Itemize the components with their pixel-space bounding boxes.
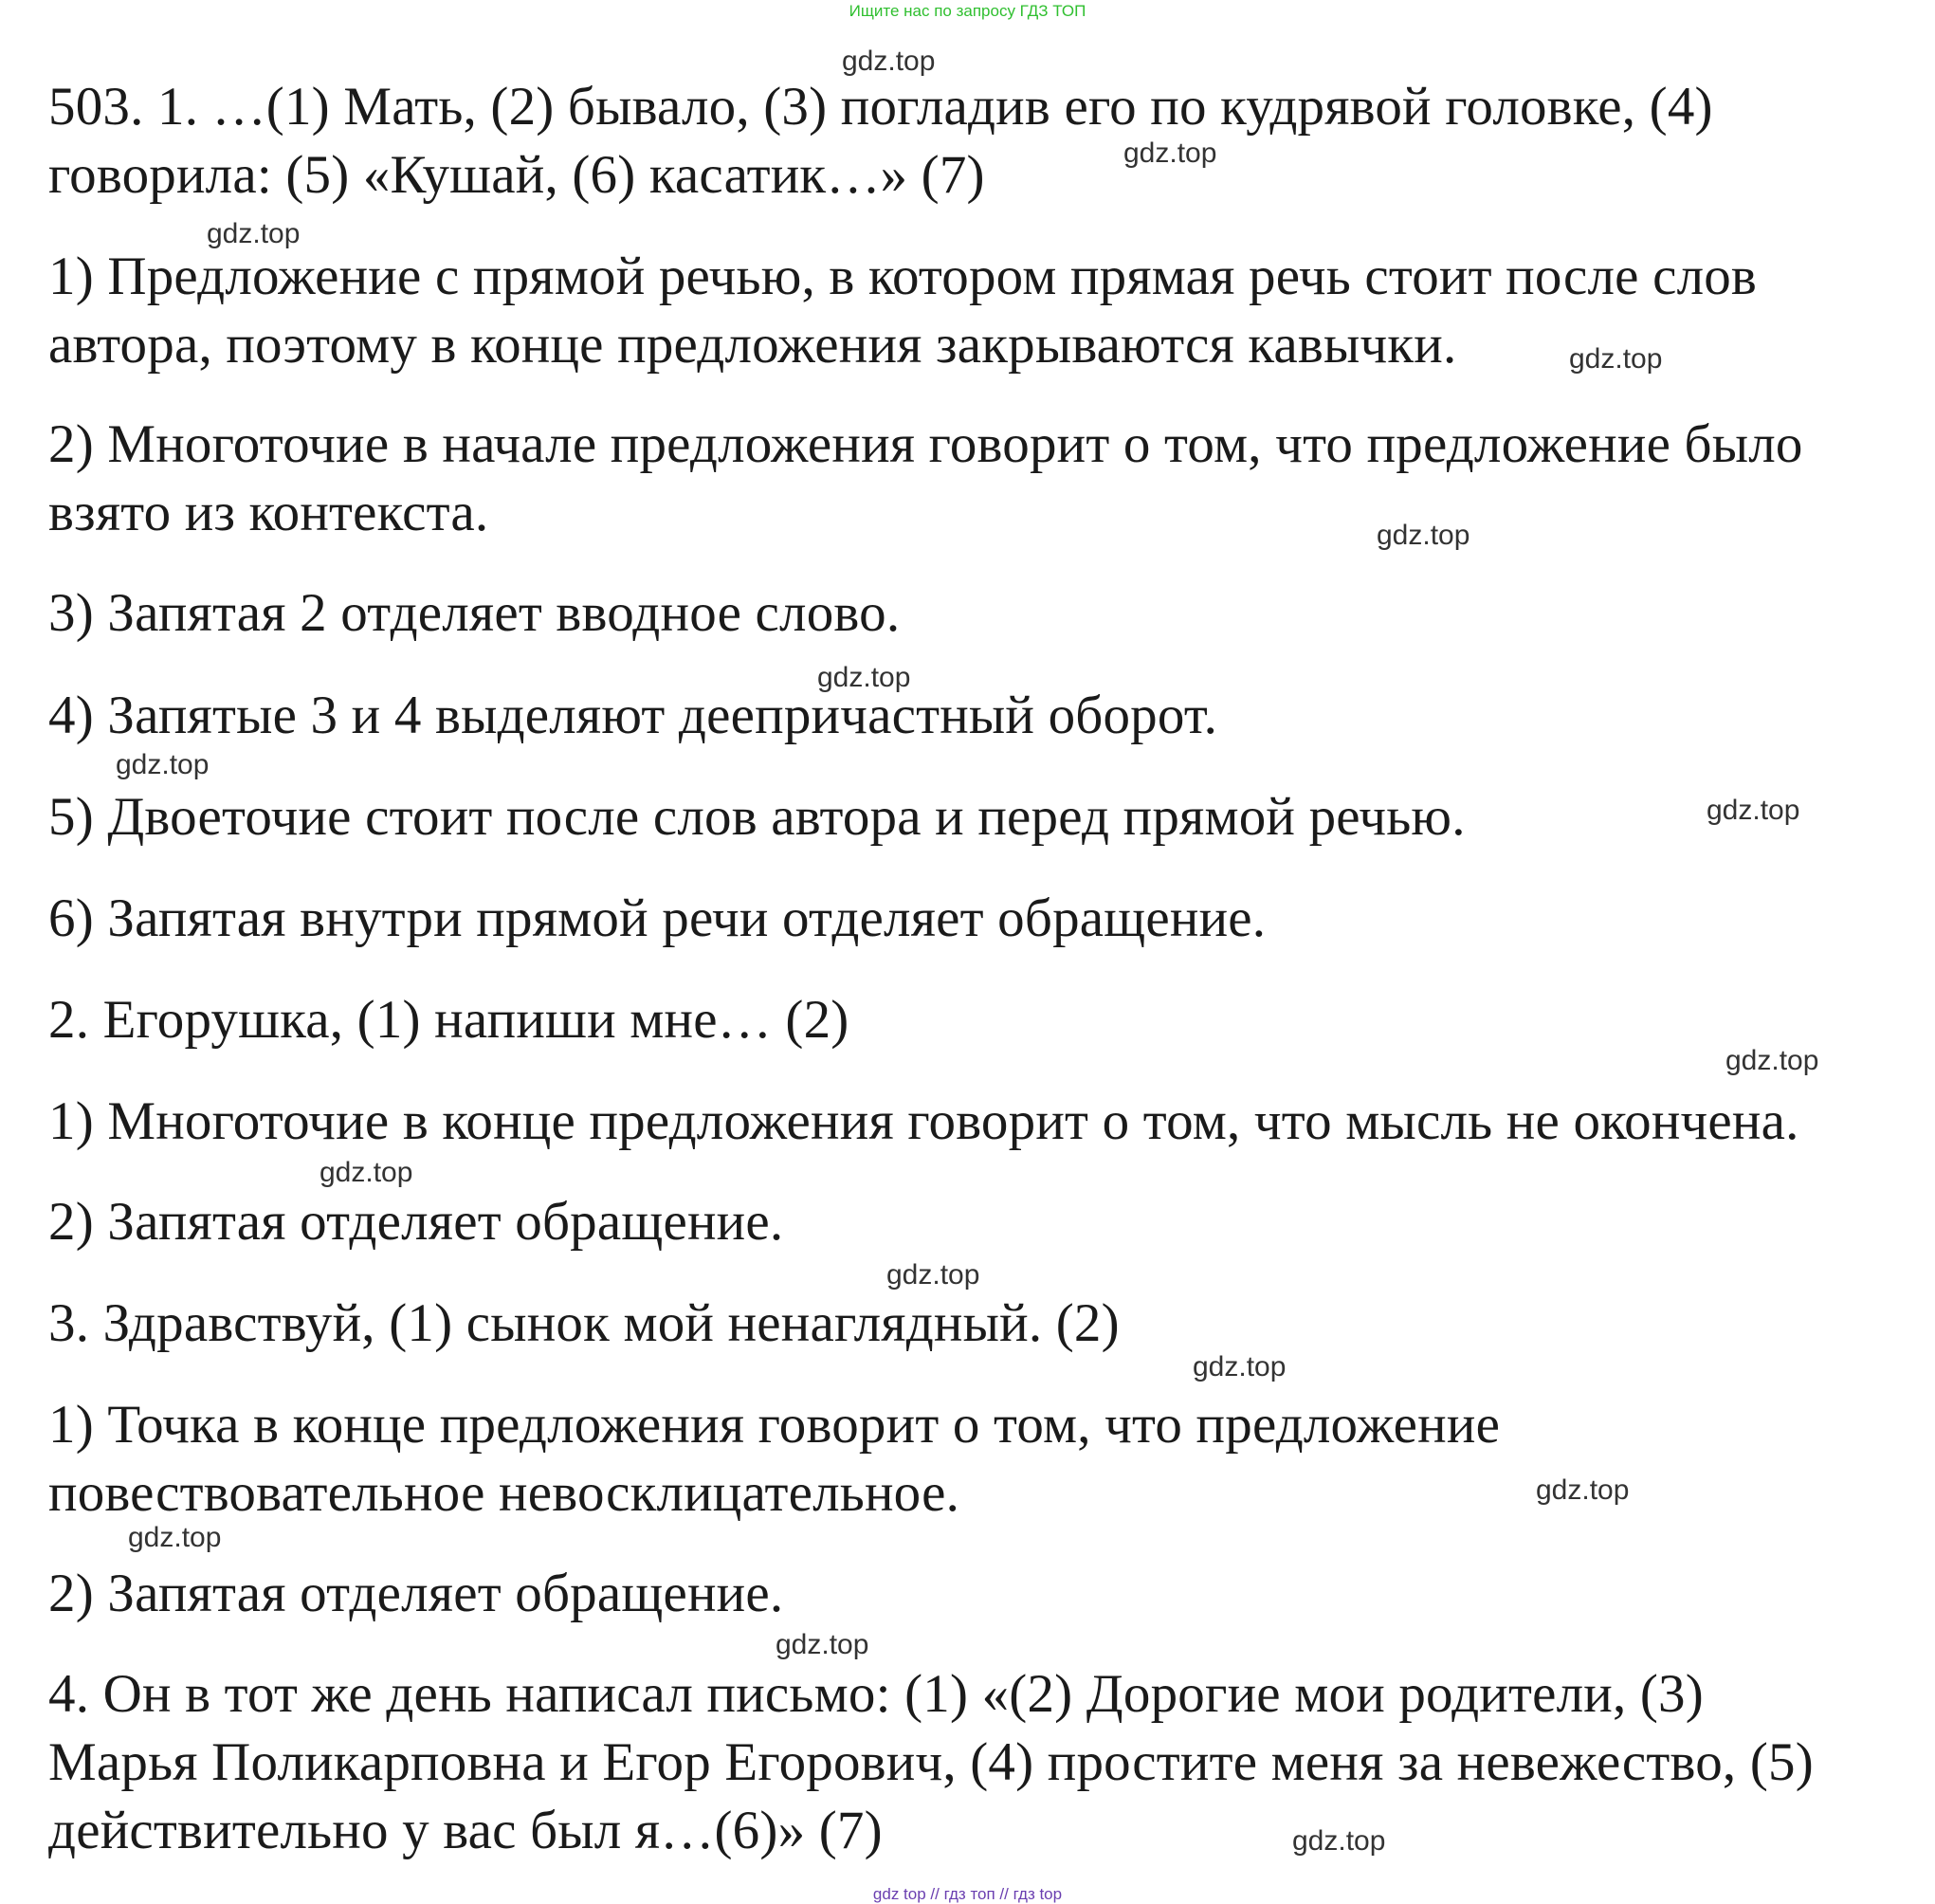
text-line: говорила: (5) «Кушай, (6) касатик…» (7) (48, 145, 985, 205)
footer-text: gdz top // гдз топ // гдз top (872, 1885, 1063, 1903)
watermark: gdz.top (886, 1259, 980, 1291)
text-line: 4) Запятые 3 и 4 выделяют деепричастный оборот. (48, 686, 1218, 745)
watermark: gdz.top (1292, 1825, 1386, 1857)
watermark: gdz.top (1707, 795, 1800, 826)
text-line: 1) Предложение с прямой речью, в котором прямая речь стоит после слов (48, 247, 1758, 306)
text-line: 4. Он в тот же день написал письмо: (1) «(2) Дорогие мои родители, (3) (48, 1664, 1704, 1724)
watermark: gdz.top (1377, 520, 1470, 551)
watermark: gdz.top (1536, 1474, 1630, 1506)
text-line: действительно у вас был я…(6)» (7) (48, 1801, 883, 1860)
watermark: gdz.top (116, 749, 210, 780)
text-line: 6) Запятая внутри прямой речи отделяет обращение. (48, 888, 1267, 948)
text-line: 1) Многоточие в конце предложения говорит о том, что мысль не окончена. (48, 1091, 1799, 1151)
watermark: gdz.top (319, 1157, 413, 1188)
watermark: gdz.top (817, 662, 911, 693)
text-line: Марья Поликарповна и Егор Егорович, (4) простите меня за невежество, (5) (48, 1732, 1814, 1792)
text-line: 1) Точка в конце предложения говорит о том, что предложение (48, 1395, 1501, 1455)
search-banner: Ищите нас по запросу ГДЗ ТОП (849, 2, 1086, 20)
watermark: gdz.top (128, 1522, 222, 1553)
watermark: gdz.top (207, 218, 301, 249)
text-line: взято из контекста. (48, 483, 489, 542)
watermark: gdz.top (842, 46, 936, 77)
text-line: 3. Здравствуй, (1) сынок мой ненаглядный. (2) (48, 1293, 1120, 1353)
watermark: gdz.top (1123, 137, 1217, 169)
watermark: gdz.top (776, 1629, 869, 1660)
text-line: 2. Егорушка, (1) напиши мне… (2) (48, 990, 849, 1050)
watermark: gdz.top (1725, 1045, 1819, 1076)
text-line: 2) Запятая отделяет обращение. (48, 1564, 784, 1623)
text-line: автора, поэтому в конце предложения закрываются кавычки. (48, 315, 1457, 375)
text-line: 2) Запятая отделяет обращение. (48, 1192, 784, 1252)
text-line: повествовательное невосклицательное. (48, 1463, 960, 1523)
text-line: 3) Запятая 2 отделяет вводное слово. (48, 583, 901, 643)
text-line: 5) Двоеточие стоит после слов автора и перед прямой речью. (48, 787, 1466, 847)
watermark: gdz.top (1569, 343, 1663, 375)
watermark: gdz.top (1193, 1351, 1287, 1382)
text-line: 503. 1. …(1) Мать, (2) бывало, (3) погладив его по кудрявой головке, (4) (48, 77, 1713, 137)
text-line: 2) Многоточие в начале предложения говорит о том, что предложение было (48, 414, 1803, 474)
